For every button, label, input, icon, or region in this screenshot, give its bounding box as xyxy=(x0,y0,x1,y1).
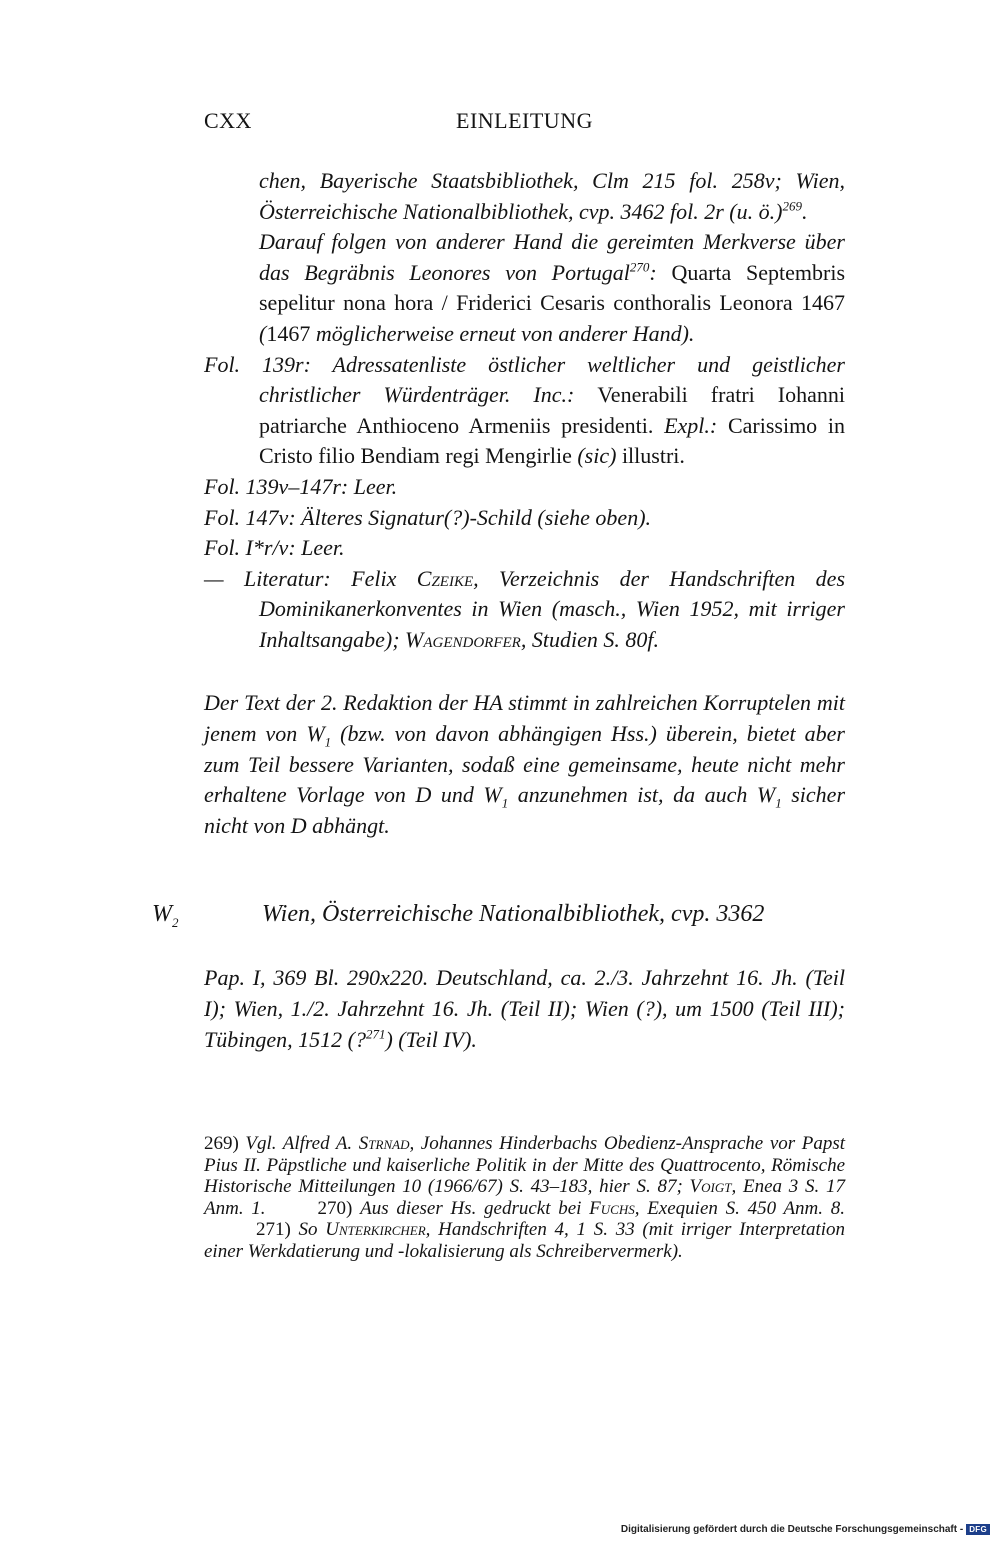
footnote-271-text: So xyxy=(298,1219,326,1240)
fol-139r-expl-label: Expl.: xyxy=(664,412,728,438)
author-unterkircher: Unterkircher xyxy=(325,1219,426,1240)
footnote-271-end: , Handschriften 4, 1 S. 33 (mit irriger Interpretation einer Werkdatierung und -lokalisierung als Schreibervermerk). xyxy=(204,1219,846,1262)
merkverse-colon: : xyxy=(649,259,672,285)
credit-text: Digitalisierung gefördert durch die Deutsche Forschungsgemeinschaft - xyxy=(620,1524,964,1535)
fol-entry: Fol. 147v: Älteres Signatur(?)-Schild (siehe oben). xyxy=(204,504,652,530)
footnote-269-text: , Johannes Hinderbachs Obedienz-Ansprache vor Papst Pius II. Päpstliche und kaiserliche Politik in der Mitte des Quattrocento, Römische Historische Mitteilungen 10 (1966/67) S. 43–183, hier S. 87; xyxy=(204,1133,846,1197)
author-czeike: Czeike xyxy=(416,565,474,591)
footnote-269-number: 269) xyxy=(204,1133,246,1154)
fol-139r-entry xyxy=(204,350,845,472)
running-title: EINLEITUNG xyxy=(456,108,593,133)
author-wagendorfer: Wagendorfer xyxy=(405,626,521,652)
fol-entry: Fol. I*r/v: Leer. xyxy=(204,535,345,561)
fol-139r-explicit: Carissimo in Cristo filio Bendiam regi Mengirlie xyxy=(259,412,845,469)
footnote-ref-270[interactable]: 270 xyxy=(629,259,650,275)
author-voigt: Voigt xyxy=(689,1176,732,1197)
literatur-end: , Studien S. 80f. xyxy=(520,626,659,652)
siglum-subscript: 1 xyxy=(324,734,332,750)
fol-139r-label: Fol. 139r: Adressatenliste östlicher weltlicher und geistlicher christlicher Würdenträger. Inc.: xyxy=(204,351,845,408)
literatur-intro: — Literatur: Felix xyxy=(204,565,417,591)
fol-entry: Fol. 139v–147r: Leer. xyxy=(204,473,398,499)
paragraph-text: anzunehmen ist, da auch W xyxy=(508,782,776,808)
merkverse-year: 1467 xyxy=(266,320,316,346)
footnotes xyxy=(204,1133,845,1262)
contents-text: chen, Bayerische Staatsbibliothek, Clm 215 fol. 258v; Wien, Österreichische Nationalbibliothek, cvp. 3462 fol. 2r (u. ö.) xyxy=(259,168,845,224)
paragraph-text: (bzw. von davon abhängigen Hss.) überein, bietet aber zum Teil bessere Varianten, sodaß eine gemeinsame, heute nicht mehr erhaltene Vorlage von D und W xyxy=(204,720,845,808)
siglum-subscript: 2 xyxy=(172,914,179,930)
contents-text-end: . xyxy=(801,198,808,224)
footnote-270-text: Aus dieser Hs. gedruckt bei xyxy=(360,1197,590,1219)
contents-merkverse xyxy=(204,227,845,349)
page-number: CXX xyxy=(204,108,252,133)
description-end: ) (Teil IV). xyxy=(385,1026,477,1052)
literatur-entry xyxy=(204,564,845,656)
fol-139r-incipit: Venerabili fratri Iohanni patriarche Anthioceno Armeniis presidenti. xyxy=(259,382,846,438)
manuscript-contents-block xyxy=(204,166,845,656)
merkverse-note: möglicherweise erneut von anderer Hand). xyxy=(315,320,695,346)
footnote-270-number: 270) xyxy=(317,1197,361,1219)
author-strnad: Strnad xyxy=(358,1133,410,1154)
manuscript-heading: Wien, Österreichische Nationalbibliothek, cvp. 3362 xyxy=(262,901,765,927)
siglum-subscript: 1 xyxy=(775,795,782,811)
dfg-credit xyxy=(621,1524,990,1535)
merkverse-intro: Darauf folgen von anderer Hand die gereimten Merkverse über das Begräbnis Leonores von Portugal xyxy=(259,229,845,285)
running-header xyxy=(204,108,845,138)
paragraph-text: sicher nicht von D abhängt. xyxy=(204,782,846,839)
redaktion-paragraph xyxy=(204,688,845,842)
author-fuchs: Fuchs xyxy=(589,1197,635,1219)
footnote-269-end: , Enea 3 S. 17 Anm. 1. xyxy=(204,1176,846,1219)
siglum-letter: W xyxy=(152,901,172,927)
footnote-271-number: 271) xyxy=(256,1219,299,1240)
footnote-ref-269[interactable]: 269 xyxy=(782,198,802,214)
dfg-logo: DFG xyxy=(966,1524,990,1535)
footnote-ref-271[interactable]: 271 xyxy=(365,1026,386,1042)
fol-139r-end: illustri. xyxy=(616,443,685,469)
manuscript-siglum xyxy=(152,901,179,928)
manuscript-description xyxy=(204,963,845,1055)
siglum-subscript: 1 xyxy=(501,795,509,811)
contents-continuation xyxy=(204,166,845,227)
description-text: Pap. I, 369 Bl. 290x220. Deutschland, ca. 2./3. Jahrzehnt 16. Jh. (Teil I); Wien, 1./2. Jahrzehnt 16. Jh. (Teil II); Wien (?), um 1500 (Teil III); Tübingen, 1512 (? xyxy=(204,965,845,1052)
merkverse-quote: Quarta Septembris sepelitur nona hora / Friderici Cesaris conthoralis Leonora 1467 xyxy=(259,259,846,316)
literatur-text: , Verzeichnis der Handschriften des Dominikanerkonventes in Wien (masch., Wien 1952, mit irriger Inhaltsangabe); xyxy=(259,565,846,652)
fol-139r-sic: (sic) xyxy=(577,443,617,469)
merkverse-paren: ( xyxy=(259,320,267,346)
footnote-269-text: Vgl. Alfred A. xyxy=(245,1133,359,1154)
paragraph-text: Der Text der 2. Redaktion der HA stimmt in zahlreichen Korruptelen mit jenem von W xyxy=(204,690,845,746)
footnote-270-end: , Exequien S. 450 Anm. 8. xyxy=(634,1197,845,1219)
